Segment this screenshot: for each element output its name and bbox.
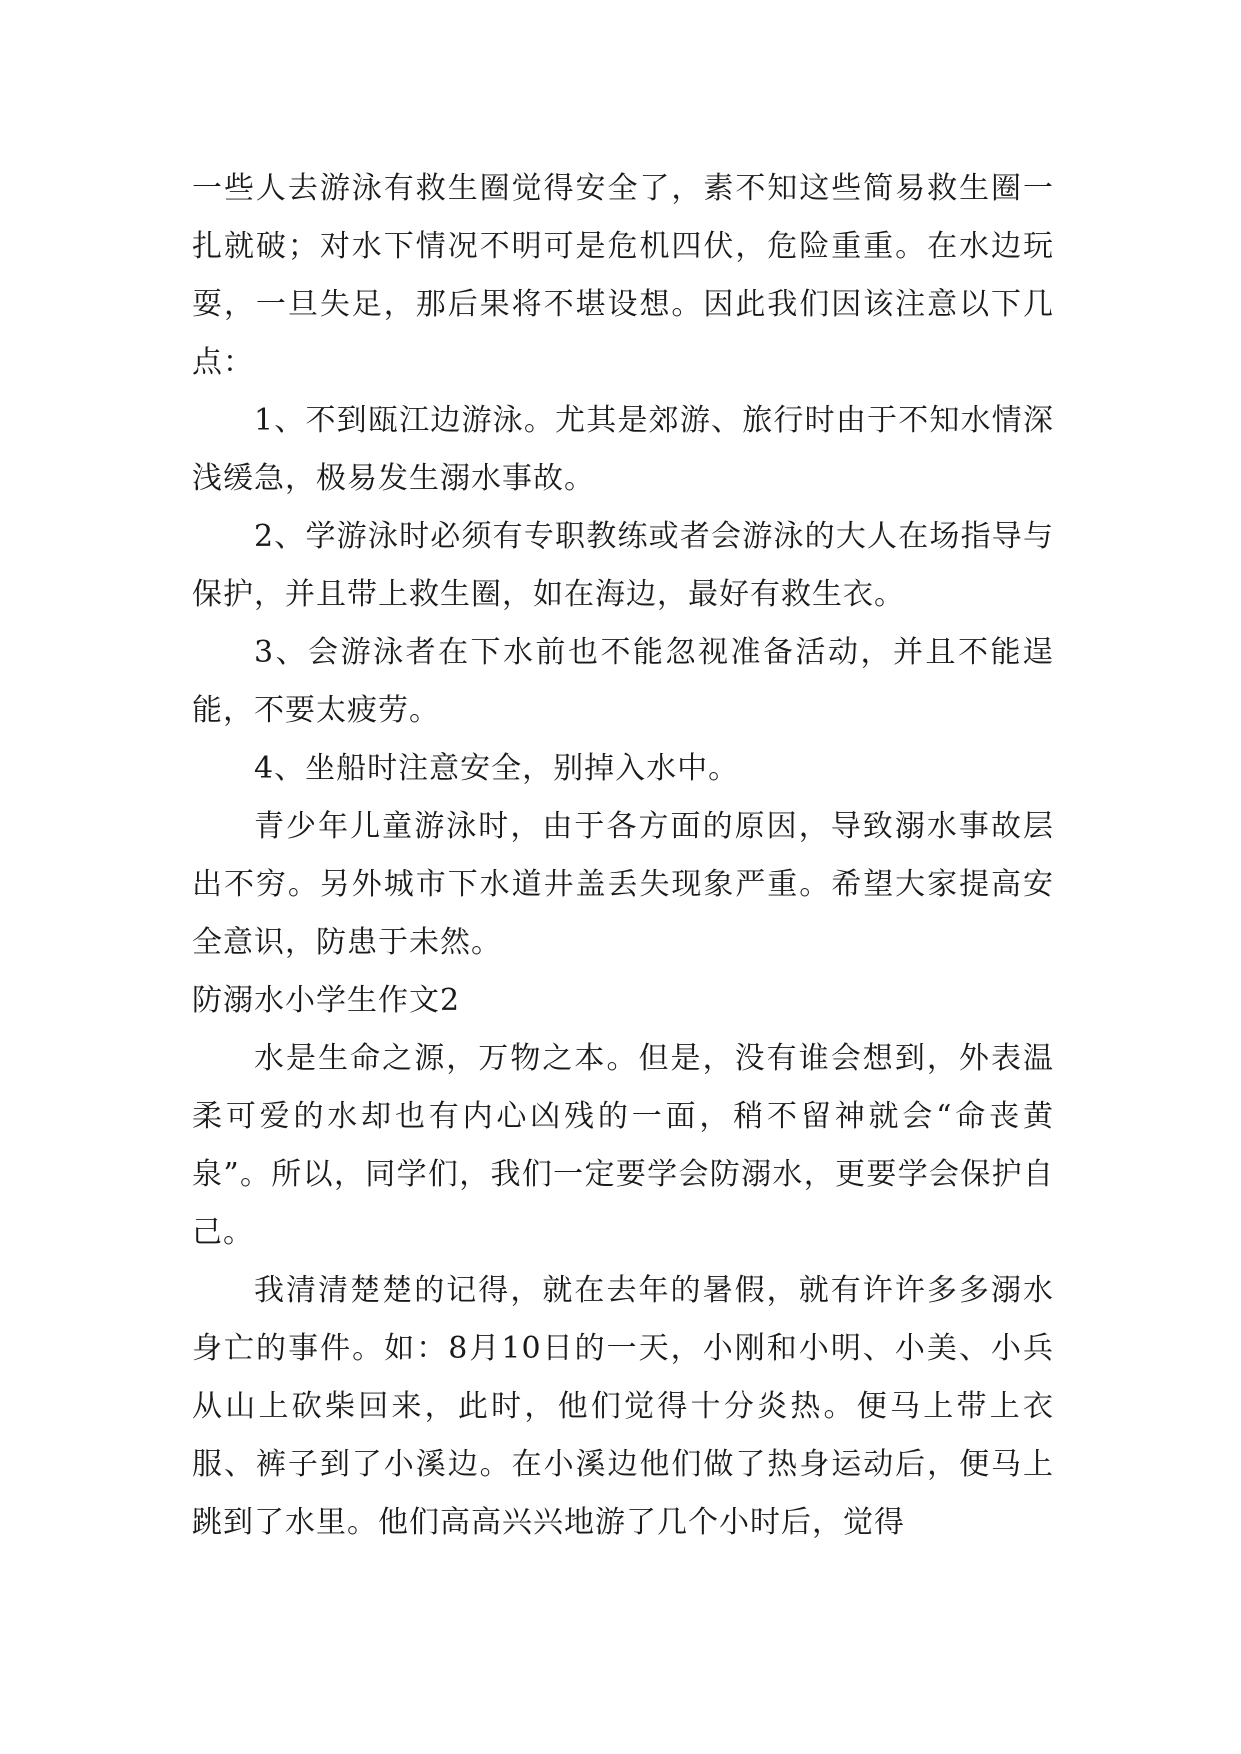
list-item-1: 1、不到瓯江边游泳。尤其是郊游、旅行时由于不知水情深浅缓急，极易发生溺水事故。 [192,403,1054,496]
document-body [192,160,1054,1552]
paragraph-essay-story: 我清清楚楚的记得，就在去年的暑假，就有许许多多溺水身亡的事件。如：8月10日的一天，小刚和小明、小美、小兵从山上砍柴回来，此时，他们觉得十分炎热。便马上带上衣服、裤子到了小溪边。在小溪边他们做了热身运动后，便马上跳到了水里。他们高高兴兴地游了几个小时后，觉得 [192,1273,1054,1540]
list-item-2: 2、学游泳时必须有专职教练或者会游泳的大人在场指导与保护，并且带上救生圈，如在海边，最好有救生衣。 [192,519,1054,612]
paragraph-conclusion: 青少年儿童游泳时，由于各方面的原因，导致溺水事故层出不穷。另外城市下水道井盖丢失现象严重。希望大家提高安全意识，防患于未然。 [192,809,1054,960]
list-item-3: 3、会游泳者在下水前也不能忽视准备活动，并且不能逞能，不要太疲劳。 [192,635,1054,728]
paragraph-essay-intro: 水是生命之源，万物之本。但是，没有谁会想到，外表温柔可爱的水却也有内心凶残的一面，稍不留神就会“命丧黄泉”。所以，同学们，我们一定要学会防溺水，更要学会保护自己。 [192,1041,1054,1250]
section-heading: 防溺水小学生作文2 [192,983,461,1018]
paragraph-intro: 一些人去游泳有救生圈觉得安全了，素不知这些简易救生圈一扎就破；对水下情况不明可是危机四伏，危险重重。在水边玩耍，一旦失足，那后果将不堪设想。因此我们因该注意以下几点： [192,171,1054,380]
list-item-4: 4、坐船时注意安全，别掉入水中。 [254,751,740,786]
